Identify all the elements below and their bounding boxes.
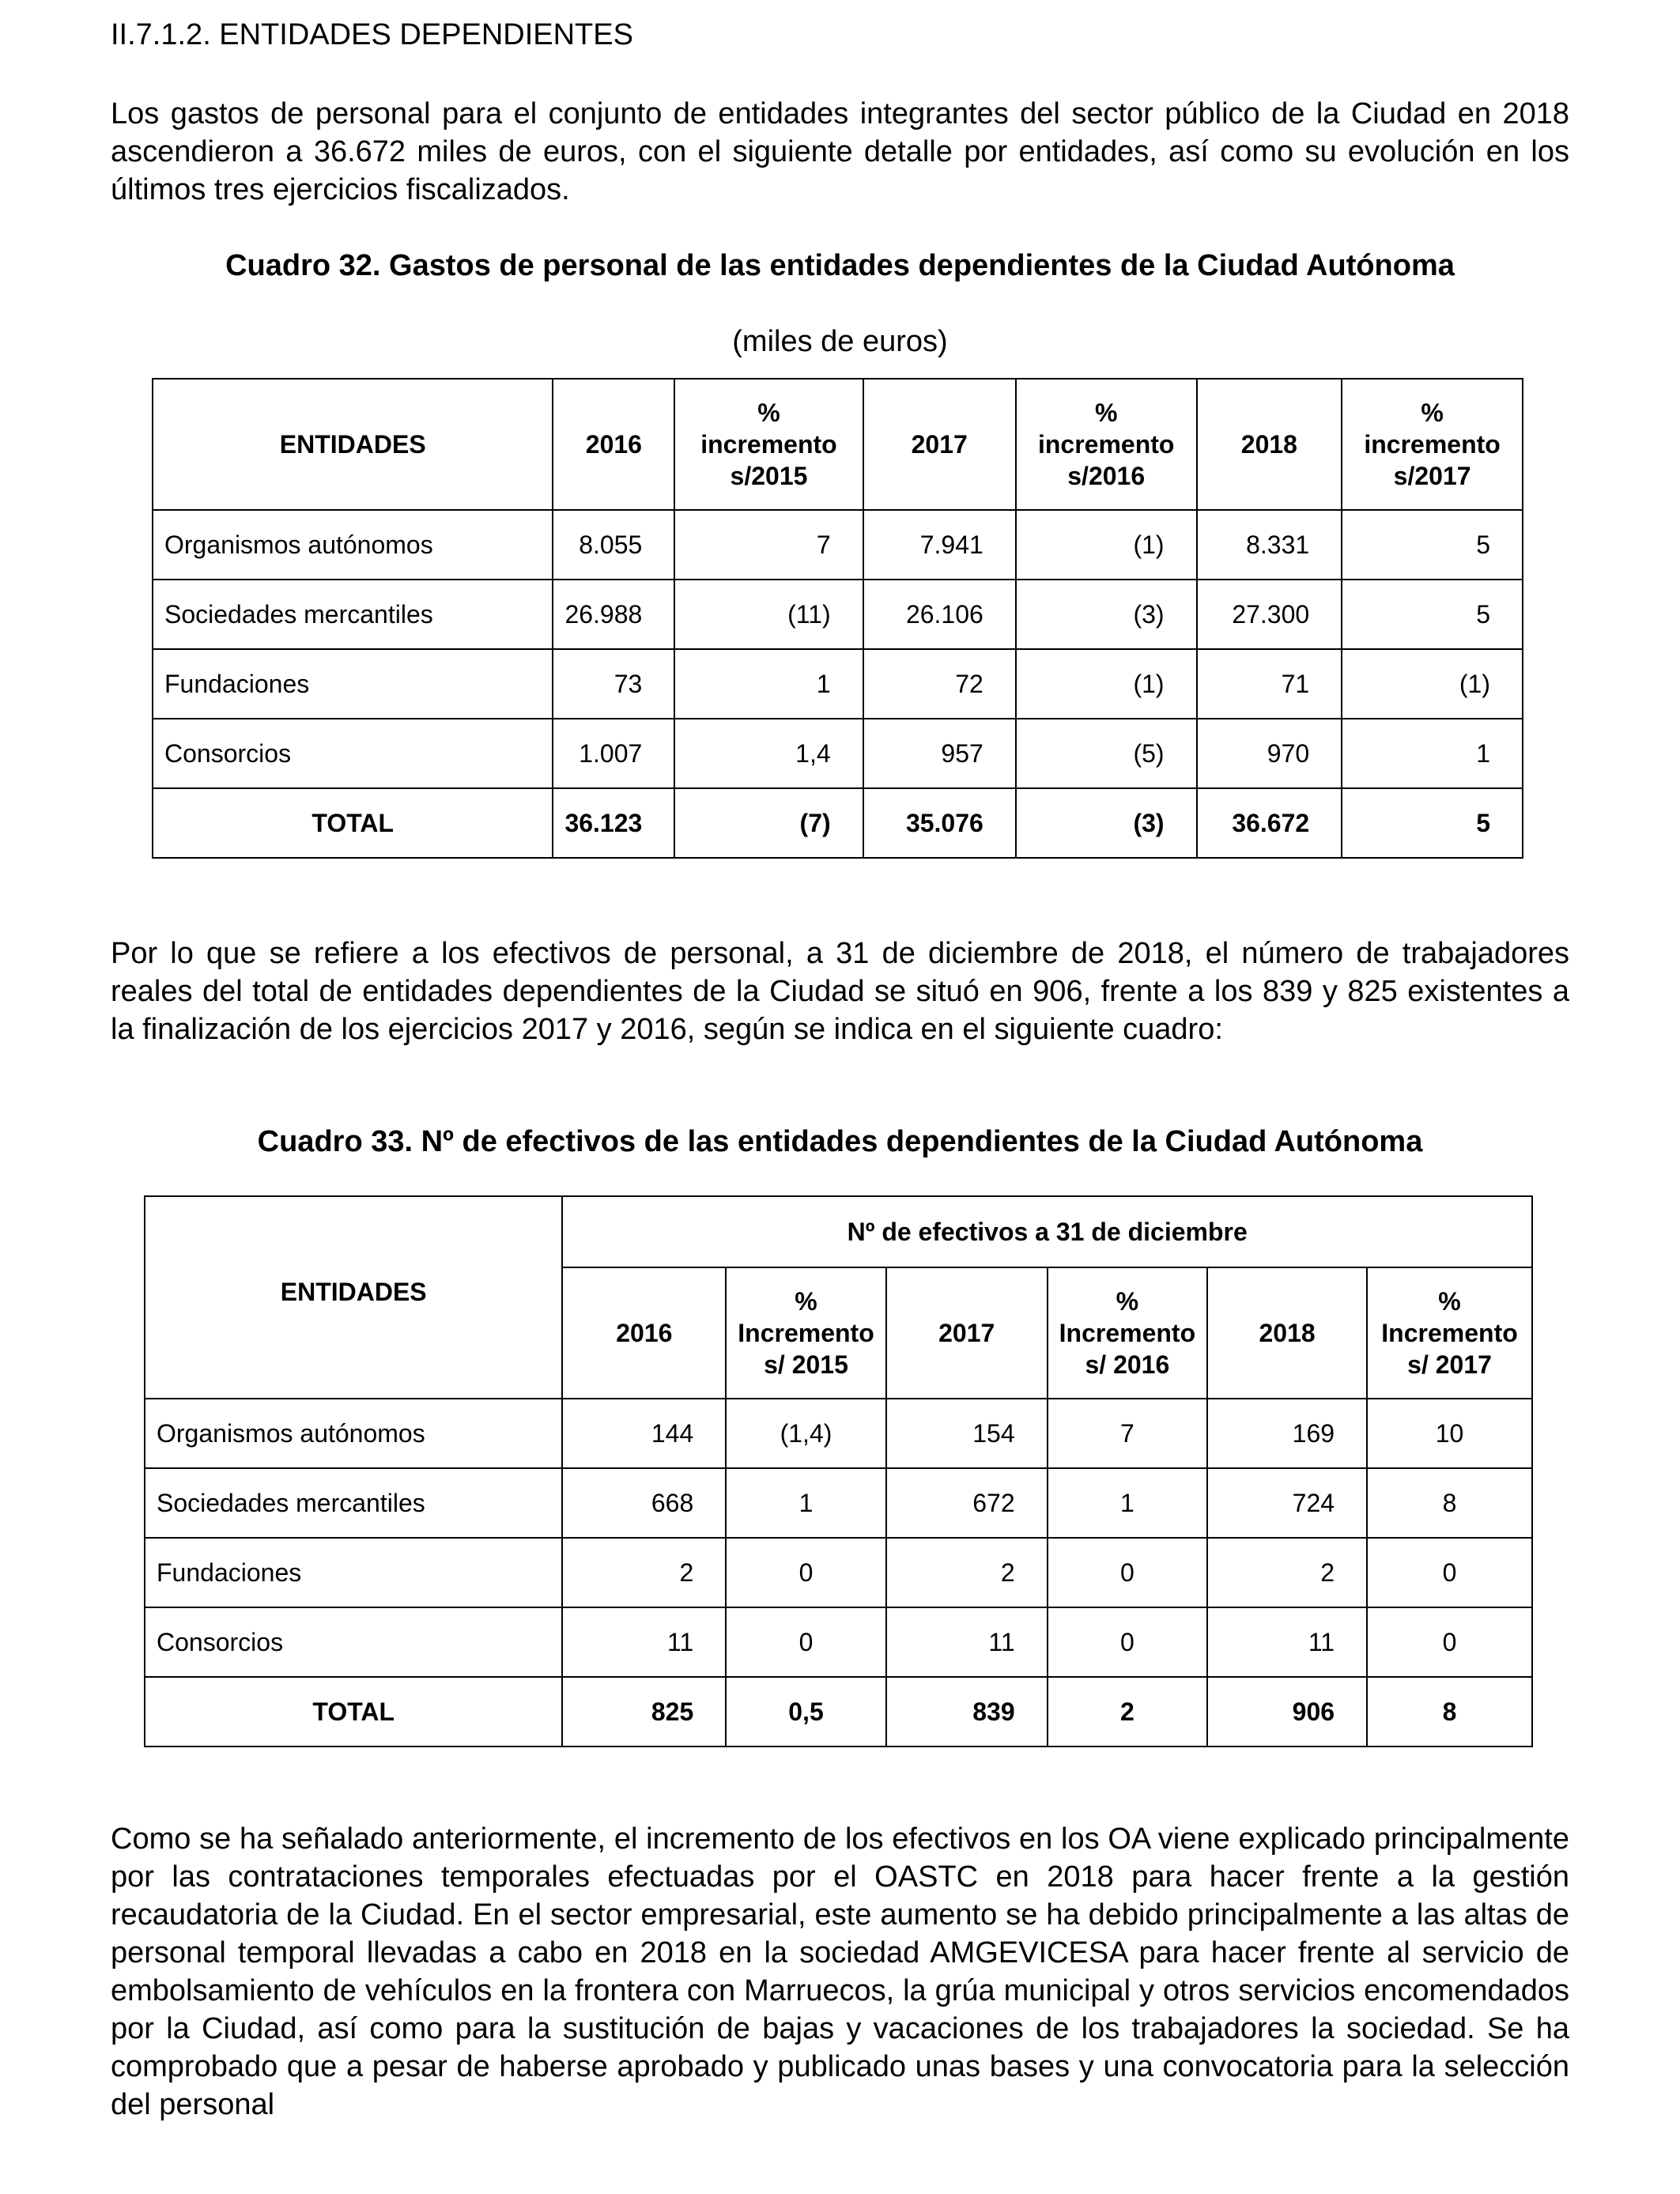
header-inc-2015-l2: Incremento [738,1319,874,1347]
cell-2017: 11 [886,1607,1048,1677]
header-inc-2017 [1367,1267,1532,1399]
header-inc-2015-l2: incremento [700,430,837,459]
table1-header-row [153,379,1523,510]
table-row [145,1399,1532,1468]
cell-inc-2017: 10 [1367,1399,1532,1468]
cell-entidad: TOTAL [153,788,553,858]
cell-inc-2016: 7 [1048,1399,1207,1468]
cell-inc-2015: (1,4) [726,1399,885,1468]
header-inc-2017-l2: incremento [1364,430,1501,459]
header-inc-2016-l1: % [1116,1287,1139,1316]
header-inc-2015-l1: % [757,398,780,427]
table2-caption: Cuadro 33. Nº de efectivos de las entidades dependientes de la Ciudad Autónoma [257,1125,1423,1158]
cell-2018: 11 [1207,1607,1367,1677]
header-inc-2017 [1342,379,1523,510]
cell-inc-2017: 5 [1342,580,1523,649]
section-heading: II.7.1.2. ENTIDADES DEPENDIENTES [111,18,633,51]
cell-2017: 957 [863,719,1016,788]
table2-group-header-row [145,1196,1532,1267]
table-row [153,649,1523,719]
table-row [153,510,1523,580]
header-inc-2016-l3: s/ 2016 [1085,1350,1170,1379]
header-inc-2016-l2: incremento [1037,430,1175,459]
cell-inc-2017: 5 [1342,510,1523,580]
cell-2016: 668 [562,1468,726,1538]
table-total-row [153,788,1523,858]
cell-inc-2017: 5 [1342,788,1523,858]
cell-inc-2016: 1 [1048,1468,1207,1538]
paragraph-gastos: Los gastos de personal para el conjunto de entidades integrantes del sector público de la Ciudad en 2018 ascendieron a 36.672 miles de euros, con el siguiente detalle por entidades, así como su evolución en los últimos tres ejercicios fiscalizados. [111,97,1569,206]
header-inc-2016-l1: % [1094,398,1118,427]
cell-inc-2017: 0 [1367,1607,1532,1677]
header-2018: 2018 [1207,1267,1367,1399]
header-inc-2016 [1016,379,1197,510]
header-inc-2016-l3: s/2016 [1067,462,1146,490]
cell-inc-2017: 8 [1367,1468,1532,1538]
header-inc-2017-l3: s/2017 [1393,462,1471,490]
header-entidades: ENTIDADES [153,379,553,510]
paragraph-efectivos: Por lo que se refiere a los efectivos de personal, a 31 de diciembre de 2018, el número de trabajadores reales del total de entidades dependientes de la Ciudad se situó en 906, frente a los 839 y 825 existentes a la finalización de los ejercicios 2017 y 2016, según se indica en el siguiente cuadro: [111,937,1569,1046]
cell-2018: 2 [1207,1538,1367,1607]
header-2016: 2016 [553,379,674,510]
header-group-efectivos: Nº de efectivos a 31 de diciembre [562,1196,1532,1267]
cell-entidad: Consorcios [153,719,553,788]
table-row [145,1538,1532,1607]
table1-units: (miles de euros) [732,325,948,358]
cell-2017: 2 [886,1538,1048,1607]
cell-entidad: Sociedades mercantiles [153,580,553,649]
header-2018: 2018 [1197,379,1342,510]
cell-2018: 8.331 [1197,510,1342,580]
cell-2016: 144 [562,1399,726,1468]
table-total-row [145,1677,1532,1747]
cell-2016: 36.123 [553,788,674,858]
cell-inc-2015: 0,5 [726,1677,885,1747]
cell-inc-2017: 8 [1367,1677,1532,1747]
cell-inc-2016: (1) [1016,510,1197,580]
cell-inc-2015: 0 [726,1538,885,1607]
cell-inc-2015: (11) [674,580,863,649]
cell-inc-2015: (7) [674,788,863,858]
table1-caption: Cuadro 32. Gastos de personal de las entidades dependientes de la Ciudad Autónoma [225,249,1455,282]
cell-2018: 906 [1207,1677,1367,1747]
header-inc-2017-l1: % [1438,1287,1461,1316]
table-row [145,1607,1532,1677]
header-inc-2015 [674,379,863,510]
cell-inc-2016: 0 [1048,1538,1207,1607]
header-inc-2015-l3: s/ 2015 [764,1350,848,1379]
header-inc-2016-l2: Incremento [1059,1319,1196,1347]
header-2016: 2016 [562,1267,726,1399]
cell-inc-2015: 1 [726,1468,885,1538]
header-inc-2016 [1048,1267,1207,1399]
cell-inc-2016: (5) [1016,719,1197,788]
header-inc-2017-l1: % [1421,398,1444,427]
cell-inc-2017: 1 [1342,719,1523,788]
cell-entidad: Fundaciones [153,649,553,719]
cell-2017: 7.941 [863,510,1016,580]
cell-2017: 72 [863,649,1016,719]
header-inc-2015-l1: % [795,1287,817,1316]
cell-entidad: Consorcios [145,1607,562,1677]
paragraph-explicacion: Como se ha señalado anteriormente, el incremento de los efectivos en los OA viene explicado principalmente por las contrataciones temporales efectuadas por el OASTC en 2018 para hacer frente a la gestión recaudatoria de la Ciudad. En el sector empresarial, este aumento se ha debido principalmente a las altas de personal temporal llevadas a cabo en 2018 en la sociedad AMGEVICESA para hacer frente al servicio de embolsamiento de vehículos en la frontera con Marruecos, la grúa municipal y otros servicios encomendados por la Ciudad, así como para la sustitución de bajas y vacaciones de los trabajadores la sociedad. Se ha comprobado que a pesar de haberse aprobado y publicado unas bases y una convocatoria para la selección del personal [111,1822,1569,2121]
cell-entidad: Sociedades mercantiles [145,1468,562,1538]
cell-2016: 73 [553,649,674,719]
cell-inc-2015: 1,4 [674,719,863,788]
cell-inc-2016: (3) [1016,580,1197,649]
cell-2017: 35.076 [863,788,1016,858]
cell-inc-2016: 0 [1048,1607,1207,1677]
cell-inc-2016: 2 [1048,1677,1207,1747]
cell-inc-2017: 0 [1367,1538,1532,1607]
cell-2017: 154 [886,1399,1048,1468]
cell-2016: 11 [562,1607,726,1677]
header-inc-2017-l2: Incremento [1381,1319,1518,1347]
cell-entidad: Fundaciones [145,1538,562,1607]
table-efectivos [144,1195,1533,1747]
table-gastos-personal [152,378,1523,859]
cell-2017: 26.106 [863,580,1016,649]
cell-2016: 26.988 [553,580,674,649]
cell-entidad: TOTAL [145,1677,562,1747]
cell-2018: 36.672 [1197,788,1342,858]
cell-2018: 27.300 [1197,580,1342,649]
header-2017: 2017 [886,1267,1048,1399]
header-entidades: ENTIDADES [145,1196,562,1399]
table-row [153,719,1523,788]
cell-2016: 2 [562,1538,726,1607]
cell-inc-2015: 0 [726,1607,885,1677]
cell-inc-2016: (3) [1016,788,1197,858]
cell-entidad: Organismos autónomos [145,1399,562,1468]
header-inc-2015 [726,1267,885,1399]
cell-2018: 71 [1197,649,1342,719]
cell-inc-2015: 1 [674,649,863,719]
cell-2018: 169 [1207,1399,1367,1468]
cell-2018: 724 [1207,1468,1367,1538]
cell-inc-2017: (1) [1342,649,1523,719]
cell-inc-2016: (1) [1016,649,1197,719]
header-inc-2015-l3: s/2015 [730,462,808,490]
cell-entidad: Organismos autónomos [153,510,553,580]
header-2017: 2017 [863,379,1016,510]
cell-2016: 1.007 [553,719,674,788]
header-inc-2017-l3: s/ 2017 [1407,1350,1492,1379]
cell-2018: 970 [1197,719,1342,788]
cell-2017: 672 [886,1468,1048,1538]
cell-2017: 839 [886,1677,1048,1747]
cell-2016: 825 [562,1677,726,1747]
table-row [145,1468,1532,1538]
cell-2016: 8.055 [553,510,674,580]
cell-inc-2015: 7 [674,510,863,580]
table-row [153,580,1523,649]
